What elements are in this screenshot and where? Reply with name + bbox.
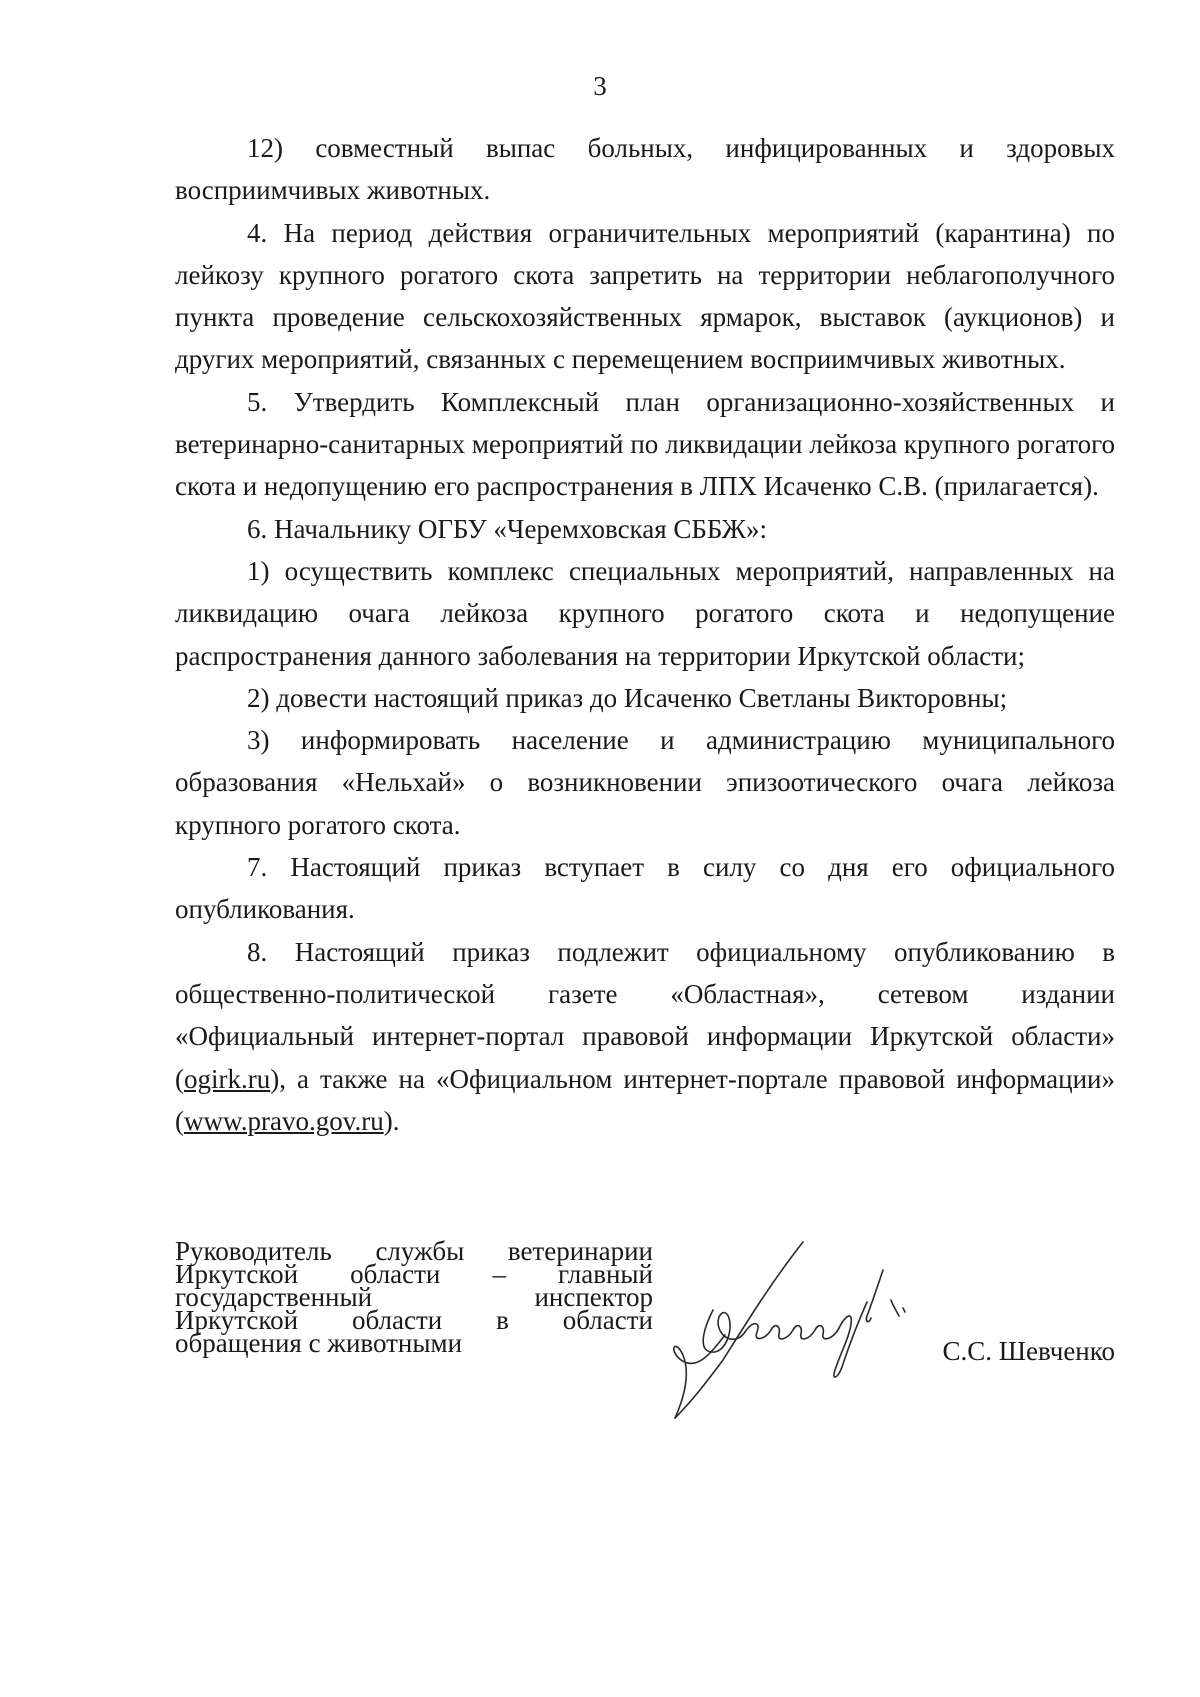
signer-name: С.С. Шевченко — [942, 1336, 1115, 1366]
document-body — [175, 127, 1115, 1142]
paragraph-7-effective-date: 7. Настоящий приказ вступает в силу со дня его официального опубликования. — [175, 852, 1115, 925]
handwritten-signature — [653, 1240, 913, 1420]
paragraph-6-3-inform-population: 3) информировать население и администрацию муниципального образования «Нельхай» о возникновении эпизоотического очага лейкоза крупного рогатого скота. — [175, 725, 1115, 840]
signer-title — [175, 1236, 653, 1358]
paragraph-6-1-measures: 1) осуществить комплекс специальных мероприятий, направленных на ликвидацию очага лейкоза крупного рогатого скота и недопущение распространения данного заболевания на территории Иркутской области; — [175, 555, 1115, 671]
paragraph-12-joint-grazing: 12) совместный выпас больных, инфицированных и здоровых восприимчивых животных. — [175, 133, 1115, 206]
page-number: 3 — [593, 71, 607, 101]
signature-block — [175, 1236, 1115, 1430]
paragraph-5-plan-approval: 5. Утвердить Комплексный план организационно-хозяйственных и ветеринарно-санитарных мероприятий по ликвидации лейкоза крупного рогатого скота и недопущению его распространения в ЛПХ Исаченко С.В. (прилагается). — [175, 386, 1115, 502]
pravo-gov-link[interactable]: www.pravo.gov.ru — [184, 1105, 384, 1136]
paragraph-6-head-instruction: 6. Начальнику ОГБУ «Черемховская СББЖ»: — [247, 513, 767, 544]
ogirk-link[interactable]: ogirk.ru — [184, 1063, 271, 1094]
paragraph-6-2-notify-owner: 2) довести настоящий приказ до Исаченко Светланы Викторовны; — [247, 682, 1008, 713]
signer-title-line: Руководитель службы ветеринарии — [175, 1236, 653, 1266]
paragraph-4-restrictions: 4. На период действия ограничительных мероприятий (карантина) по лейкозу крупного рогатого скота запретить на территории неблагополучного пункта проведение сельскохозяйственных ярмарок, выставок (аукционов) и других мероприятий, связанных с перемещением восприимчивых животных. — [175, 217, 1115, 375]
signer-title-line: Иркутской области – главный — [175, 1259, 653, 1289]
publication-text-1: 8. Настоящий приказ подлежит официальному опубликованию в общественно-политической газете «Областная», сетевом издании «Официальный интернет-портал правовой информации Иркутской области» ( — [175, 936, 1115, 1094]
signer-title-line: Иркутской области в области — [175, 1305, 653, 1335]
signer-title-line: государственный инспектор — [175, 1282, 653, 1312]
publication-text-2: ), а также на «Официальном интернет-портале правовой информации» ( — [175, 1063, 1115, 1136]
paragraph-8-publication — [175, 931, 1115, 1142]
publication-text-3: ). — [383, 1105, 400, 1136]
signer-title-line: обращения с животными — [175, 1328, 463, 1358]
